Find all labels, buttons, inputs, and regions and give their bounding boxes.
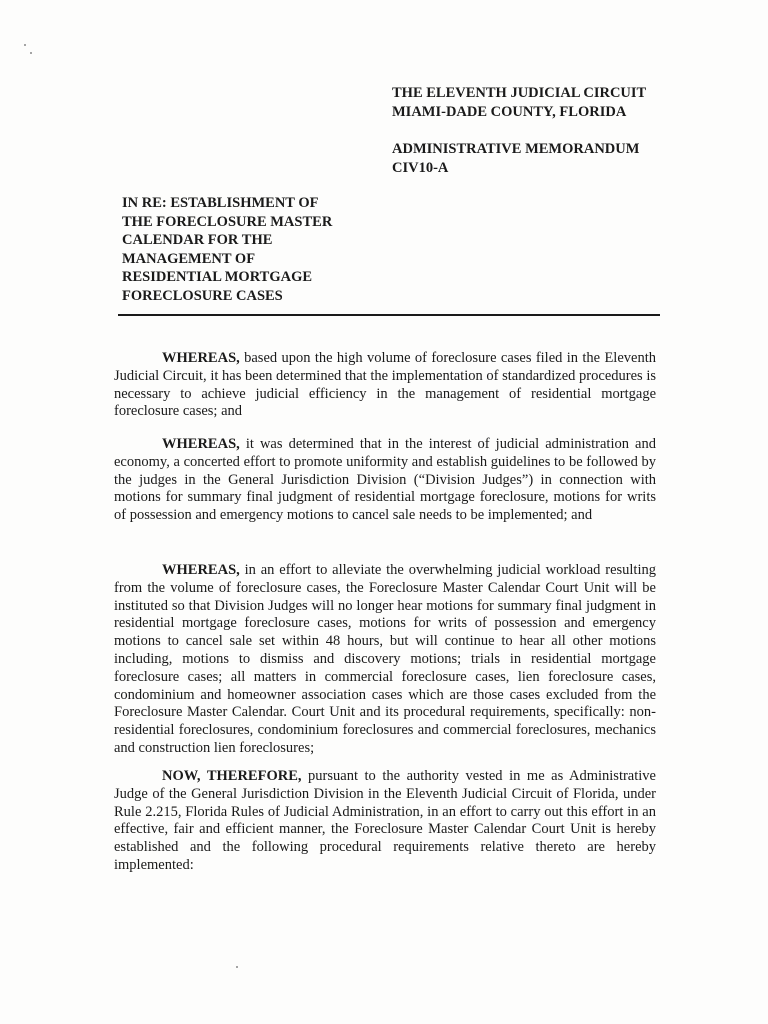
memo-number: CIV10-A [392, 160, 449, 176]
paragraph-lead: NOW, THEREFORE, [162, 768, 302, 784]
court-name: THE ELEVENTH JUDICIAL CIRCUIT [392, 85, 647, 101]
whereas-paragraph-3 [114, 562, 656, 758]
scan-speck [236, 966, 238, 968]
in-re-line: THE FORECLOSURE MASTER [122, 213, 333, 230]
in-re-line: CALENDAR FOR THE [122, 232, 273, 248]
whereas-paragraph-2 [114, 436, 656, 525]
in-re-caption [122, 194, 402, 305]
paragraph-text: pursuant to the authority vested in me as Administrative Judge of the General Jurisdiction Division in the Eleventh Judicial Circuit of Florida, under Rule 2.215, Florida Rules of Judicial Administration, in an effort to carry out this effort in an effective, fair and efficient manner, the Foreclosure Master Calendar Court Unit is hereby established and the following procedural requirements relative thereto are hereby implemented: [114, 768, 656, 873]
paragraph-lead: WHEREAS, [162, 350, 240, 366]
in-re-line: RESIDENTIAL MORTGAGE [122, 269, 313, 285]
scan-speck [30, 52, 32, 54]
court-county: MIAMI-DADE COUNTY, FLORIDA [392, 104, 627, 120]
paragraph-text: based upon the high volume of foreclosure cases filed in the Eleventh Judicial Circuit, it has been determined that the implementation of standardized procedures is necessary to achieve judicial efficiency in the management of residential mortgage foreclosure cases; and [114, 350, 656, 420]
memo-header [392, 140, 732, 178]
paragraph-lead: WHEREAS, [162, 562, 240, 578]
paragraph-text: in an effort to alleviate the overwhelming judicial workload resulting from the volume of foreclosure cases, the Foreclosure Master Calendar Court Unit will be instituted so that Division Judges will no longer hear motions for summary final judgment in residential mortgage foreclosure cases, motions for writs of possession and emergency motions to cancel sale set within 48 hours, but will continue to hear all other motions including, motions to dismiss and discovery motions; trials in residential mortgage foreclosure cases; all matters in commercial foreclosure cases, lien foreclosure cases, condominium and homeowner association cases which are those cases excluded from the Foreclosure Master Calendar. Court Unit and its procedural requirements, specifically: non-residential foreclosures, condominium foreclosures and commercial foreclosures, mechanics and construction lien foreclosures; [114, 562, 656, 756]
in-re-line: FORECLOSURE CASES [122, 287, 283, 304]
caption-divider [118, 314, 660, 316]
now-therefore-paragraph [114, 768, 656, 875]
in-re-line: IN RE: ESTABLISHMENT OF [122, 195, 319, 211]
paragraph-text: it was determined that in the interest of judicial administration and economy, a concerted effort to promote uniformity and establish guidelines to be followed by the judges in the General Jurisdiction Division (“Division Judges”) in connection with motions for summary final judgment of residential mortgage foreclosure, motions for writs of possession and emergency motions to cancel sale needs to be implemented; and [114, 436, 656, 524]
memo-title: ADMINISTRATIVE MEMORANDUM [392, 141, 640, 157]
in-re-line: MANAGEMENT OF [122, 250, 256, 267]
whereas-paragraph-1 [114, 350, 656, 421]
court-header [392, 84, 732, 122]
paragraph-lead: WHEREAS, [162, 436, 240, 452]
scan-speck [24, 44, 26, 46]
